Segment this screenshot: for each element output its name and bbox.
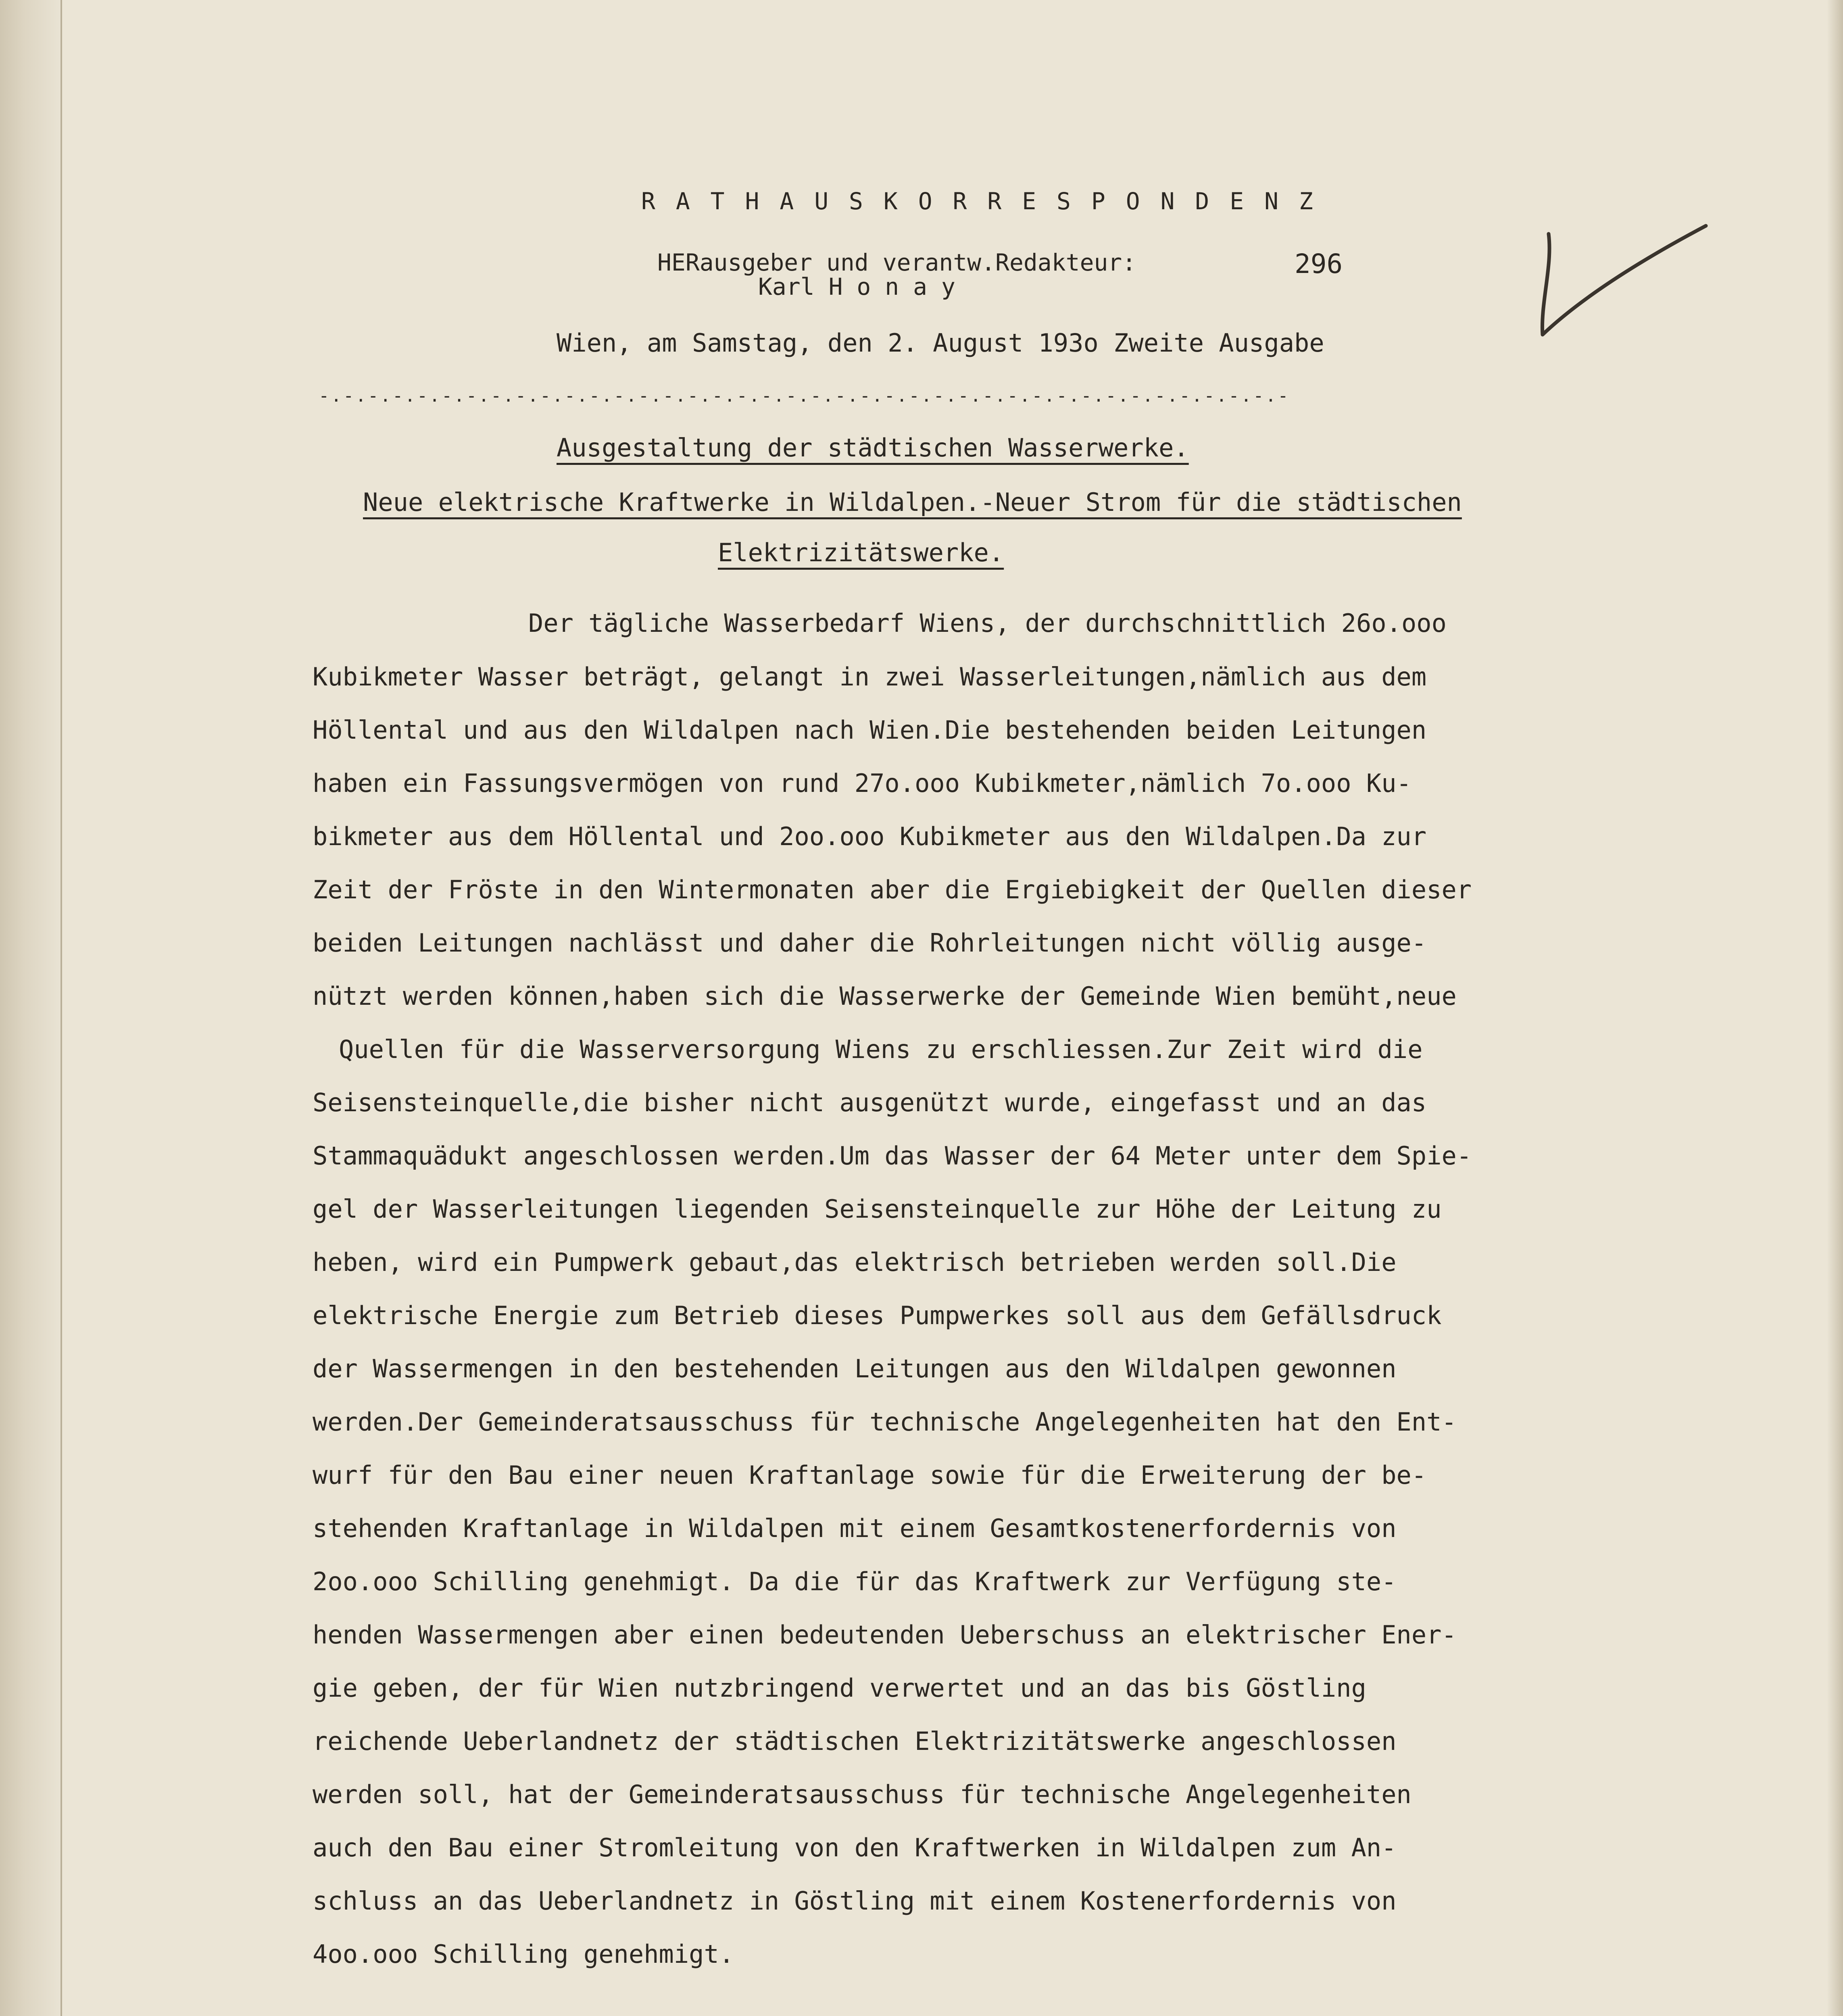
body-line: gie geben, der für Wien nutzbringend verwertet und an das bis Göstling <box>313 1673 1366 1703</box>
body-line: 4oo.ooo Schilling genehmigt. <box>313 1939 734 1969</box>
subheadline: Neue elektrische Kraftwerke in Wildalpen.-Neuer Strom für die städtischen <box>363 487 1462 517</box>
body-line: schluss an das Ueberlandnetz in Göstling mit einem Kostenerfordernis von <box>313 1886 1397 1916</box>
headline: Ausgestaltung der städtischen Wasserwerke. <box>557 433 1189 462</box>
publisher-line: HERausgeber und verantw.Redakteur: <box>657 249 1136 276</box>
body-line: haben ein Fassungsvermögen von rund 27o.ooo Kubikmeter,nämlich 7o.ooo Ku- <box>313 768 1411 798</box>
body-line: henden Wassermengen aber einen bedeutenden Ueberschuss an elektrischer Ener- <box>313 1620 1457 1649</box>
body-line: stehenden Kraftanlage in Wildalpen mit einem Gesamtkostenerfordernis von <box>313 1514 1397 1543</box>
body-line: werden soll, hat der Gemeinderatsausschuss für technische Angelegenheiten <box>313 1780 1411 1809</box>
binding-gutter <box>0 0 60 2016</box>
body-line: beiden Leitungen nachlässt und daher die Rohrleitungen nicht völlig ausge- <box>313 928 1427 958</box>
body-line: elektrische Energie zum Betrieb dieses Pumpwerkes soll aus dem Gefällsdruck <box>313 1301 1442 1330</box>
subheadline-continued: Elektrizitätswerke. <box>718 538 1004 567</box>
dateline: Wien, am Samstag, den 2. August 193o Zweite Ausgabe <box>557 328 1324 358</box>
checkmark-annotation <box>1524 218 1718 347</box>
body-line: Kubikmeter Wasser beträgt, gelangt in zwei Wasserleitungen,nämlich aus dem <box>313 662 1427 691</box>
body-line: Zeit der Fröste in den Wintermonaten aber die Ergiebigkeit der Quellen dieser <box>313 875 1472 904</box>
page-edge <box>1827 0 1843 2016</box>
body-line: wurf für den Bau einer neuen Kraftanlage sowie für die Erweiterung der be- <box>313 1460 1427 1490</box>
body-line: reichende Ueberlandnetz der städtischen Elektrizitätswerke angeschlossen <box>313 1727 1397 1756</box>
body-line: werden.Der Gemeinderatsausschuss für technische Angelegenheiten hat den Ent- <box>313 1407 1457 1437</box>
body-line: gel der Wasserleitungen liegenden Seisensteinquelle zur Höhe der Leitung zu <box>313 1194 1442 1224</box>
body-line: nützt werden können,haben sich die Wasserwerke der Gemeinde Wien bemüht,neue <box>313 981 1457 1011</box>
body-line: Höllental und aus den Wildalpen nach Wien.Die bestehenden beiden Leitungen <box>313 715 1427 745</box>
body-line: bikmeter aus dem Höllental und 2oo.ooo Kubikmeter aus den Wildalpen.Da zur <box>313 822 1427 851</box>
page-number: 296 <box>1295 248 1343 279</box>
body-line: Quellen für die Wasserversorgung Wiens zu erschliessen.Zur Zeit wird die <box>339 1035 1423 1064</box>
body-line: der Wassermengen in den bestehenden Leitungen aus den Wildalpen gewonnen <box>313 1354 1397 1383</box>
body-line: Der tägliche Wasserbedarf Wiens, der durchschnittlich 26o.ooo <box>528 608 1447 638</box>
editor-line: Karl H o n a y <box>758 273 955 300</box>
masthead-title: R A T H A U S K O R R E S P O N D E N Z <box>641 187 1316 215</box>
body-line: heben, wird ein Pumpwerk gebaut,das elektrisch betrieben werden soll.Die <box>313 1248 1397 1277</box>
body-line: 2oo.ooo Schilling genehmigt. Da die für das Kraftwerk zur Verfügung ste- <box>313 1567 1397 1596</box>
body-line: Stammaquädukt angeschlossen werden.Um das Wasser der 64 Meter unter dem Spie- <box>313 1141 1472 1170</box>
binding-fold <box>60 0 62 2016</box>
body-line: auch den Bau einer Stromleitung von den Kraftwerken in Wildalpen zum An- <box>313 1833 1397 1862</box>
header-separator: -.-.-.-.-.-.-.-.-.-.-.-.-.-.-.-.-.-.-.-.-.-.-.-.-.-.-.-.-.-.-.-.-.-.-.-.-.-.-.- <box>319 385 1290 406</box>
body-line: Seisensteinquelle,die bisher nicht ausgenützt wurde, eingefasst und an das <box>313 1088 1427 1117</box>
